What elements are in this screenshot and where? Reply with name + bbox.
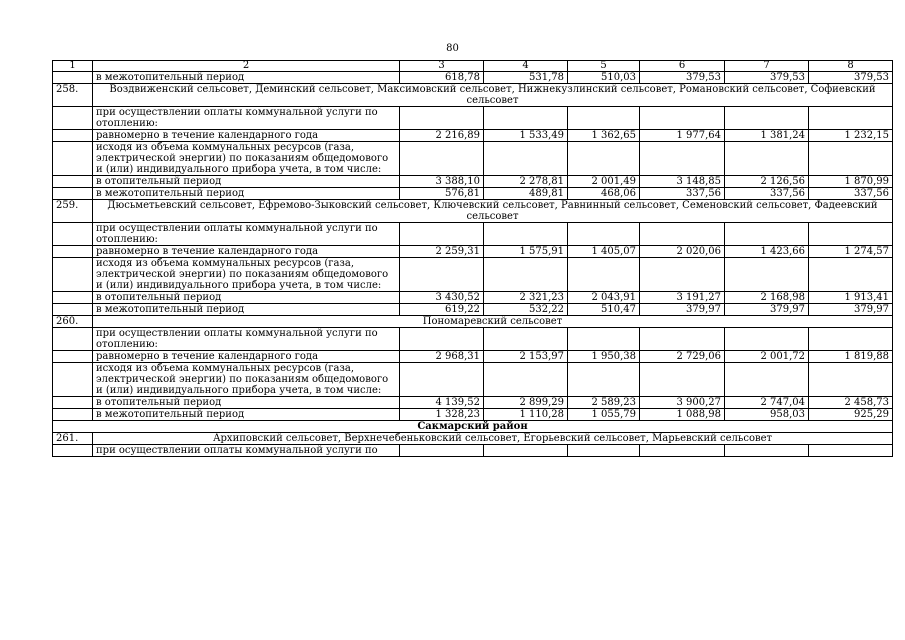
value-cell: 2 168,98 [725, 292, 809, 304]
value-cell: 1 274,57 [809, 246, 893, 258]
value-cell: 3 430,52 [400, 292, 484, 304]
value-cell: 1 977,64 [640, 130, 725, 142]
value-cell: 2 458,73 [809, 397, 893, 409]
group-row [53, 84, 893, 107]
value-cell [400, 107, 484, 130]
row-index-cell [53, 72, 93, 84]
column-number-cell: 4 [484, 61, 568, 72]
row-index-cell [53, 363, 93, 397]
row-label-cell: в межотопительный период [93, 409, 400, 421]
table-row [53, 72, 893, 84]
column-number-cell: 5 [568, 61, 640, 72]
group-index-cell: 260. [53, 316, 93, 328]
value-cell: 3 900,27 [640, 397, 725, 409]
column-number-cell: 6 [640, 61, 725, 72]
value-cell [640, 142, 725, 176]
table-row [53, 409, 893, 421]
column-number-cell: 2 [93, 61, 400, 72]
value-cell: 2 001,72 [725, 351, 809, 363]
row-index-cell [53, 328, 93, 351]
value-cell: 337,56 [640, 188, 725, 200]
table-row [53, 292, 893, 304]
row-index-cell [53, 445, 93, 457]
value-cell [484, 363, 568, 397]
value-cell: 379,53 [725, 72, 809, 84]
value-cell [568, 445, 640, 457]
value-cell [725, 223, 809, 246]
group-index-cell: 261. [53, 433, 93, 445]
value-cell [568, 258, 640, 292]
row-index-cell [53, 351, 93, 363]
group-title-cell: Архиповский сельсовет, Верхнечебеньковский сельсовет, Егорьевский сельсовет, Марьевский сельсовет [93, 433, 893, 445]
value-cell [400, 223, 484, 246]
column-number-row [53, 61, 893, 72]
value-cell: 1 381,24 [725, 130, 809, 142]
row-label-cell: равномерно в течение календарного года [93, 246, 400, 258]
value-cell [484, 328, 568, 351]
column-number-cell: 8 [809, 61, 893, 72]
value-cell [484, 107, 568, 130]
value-cell: 2 899,29 [484, 397, 568, 409]
group-row [53, 316, 893, 328]
value-cell [568, 223, 640, 246]
value-cell [484, 142, 568, 176]
row-label-cell: в отопительный период [93, 397, 400, 409]
row-index-cell [53, 397, 93, 409]
row-label-cell: в отопительный период [93, 176, 400, 188]
table-row [53, 176, 893, 188]
value-cell [725, 258, 809, 292]
value-cell [809, 363, 893, 397]
value-cell [400, 142, 484, 176]
value-cell: 1 870,99 [809, 176, 893, 188]
value-cell: 379,97 [809, 304, 893, 316]
row-label-cell: исходя из объема коммунальных ресурсов (газа, электрической энергии) по показаниям общедомового и (или) индивидуального прибора учета, в том числе: [93, 142, 400, 176]
table-row [53, 223, 893, 246]
value-cell [400, 363, 484, 397]
row-index-cell [53, 188, 93, 200]
value-cell [640, 258, 725, 292]
value-cell [640, 223, 725, 246]
value-cell [725, 445, 809, 457]
group-row [53, 433, 893, 445]
group-title-cell: Дюсьметьевский сельсовет, Ефремово-Зыковский сельсовет, Ключевский сельсовет, Равнинный сельсовет, Семеновский сельсовет, Фадеевский сельсовет [93, 200, 893, 223]
value-cell: 619,22 [400, 304, 484, 316]
group-index-cell: 258. [53, 84, 93, 107]
value-cell: 1 088,98 [640, 409, 725, 421]
row-label-cell: равномерно в течение календарного года [93, 130, 400, 142]
column-number-cell: 7 [725, 61, 809, 72]
value-cell [809, 445, 893, 457]
group-row [53, 200, 893, 223]
value-cell [725, 363, 809, 397]
table-row [53, 246, 893, 258]
value-cell [809, 107, 893, 130]
row-label-cell: равномерно в течение календарного года [93, 351, 400, 363]
row-label-cell: при осуществлении оплаты коммунальной услуги по [93, 445, 400, 457]
value-cell: 1 533,49 [484, 130, 568, 142]
value-cell: 337,56 [725, 188, 809, 200]
table-row [53, 130, 893, 142]
value-cell: 1 055,79 [568, 409, 640, 421]
value-cell: 958,03 [725, 409, 809, 421]
value-cell: 468,06 [568, 188, 640, 200]
value-cell [400, 445, 484, 457]
tariff-table [52, 60, 893, 457]
value-cell [809, 258, 893, 292]
value-cell: 2 001,49 [568, 176, 640, 188]
value-cell: 1 950,38 [568, 351, 640, 363]
value-cell: 2 747,04 [725, 397, 809, 409]
table-row [53, 363, 893, 397]
value-cell: 925,29 [809, 409, 893, 421]
value-cell [640, 363, 725, 397]
value-cell [568, 107, 640, 130]
value-cell [484, 258, 568, 292]
value-cell: 2 321,23 [484, 292, 568, 304]
value-cell: 3 191,27 [640, 292, 725, 304]
value-cell: 1 362,65 [568, 130, 640, 142]
value-cell: 2 259,31 [400, 246, 484, 258]
table-row [53, 445, 893, 457]
value-cell: 532,22 [484, 304, 568, 316]
row-index-cell [53, 142, 93, 176]
value-cell [640, 107, 725, 130]
value-cell: 576,81 [400, 188, 484, 200]
value-cell [400, 328, 484, 351]
region-row [53, 421, 893, 433]
column-number-cell: 1 [53, 61, 93, 72]
value-cell: 2 729,06 [640, 351, 725, 363]
value-cell [568, 142, 640, 176]
value-cell [640, 328, 725, 351]
group-title-cell: Воздвиженский сельсовет, Деминский сельсовет, Максимовский сельсовет, Нижнекузлинский сельсовет, Романовский сельсовет, Софиевский сельсовет [93, 84, 893, 107]
table-row [53, 107, 893, 130]
value-cell: 3 148,85 [640, 176, 725, 188]
region-title-cell: Сакмарский район [53, 421, 893, 433]
value-cell: 2 020,06 [640, 246, 725, 258]
value-cell [568, 363, 640, 397]
value-cell: 3 388,10 [400, 176, 484, 188]
row-index-cell [53, 258, 93, 292]
group-title-cell: Пономаревский сельсовет [93, 316, 893, 328]
value-cell [568, 328, 640, 351]
value-cell: 2 153,97 [484, 351, 568, 363]
value-cell: 1 575,91 [484, 246, 568, 258]
value-cell [725, 328, 809, 351]
value-cell [809, 328, 893, 351]
row-label-cell: в межотопительный период [93, 304, 400, 316]
value-cell: 1 913,41 [809, 292, 893, 304]
value-cell: 1 423,66 [725, 246, 809, 258]
value-cell: 337,56 [809, 188, 893, 200]
value-cell: 510,03 [568, 72, 640, 84]
column-number-cell: 3 [400, 61, 484, 72]
value-cell [809, 142, 893, 176]
row-label-cell: в межотопительный период [93, 72, 400, 84]
value-cell: 379,53 [640, 72, 725, 84]
row-index-cell [53, 107, 93, 130]
value-cell: 2 589,23 [568, 397, 640, 409]
page-number: 80 [446, 43, 459, 54]
row-label-cell: в отопительный период [93, 292, 400, 304]
value-cell: 489,81 [484, 188, 568, 200]
row-index-cell [53, 130, 93, 142]
value-cell: 2 278,81 [484, 176, 568, 188]
value-cell: 379,97 [725, 304, 809, 316]
table-row [53, 351, 893, 363]
value-cell: 1 405,07 [568, 246, 640, 258]
row-label-cell: исходя из объема коммунальных ресурсов (газа, электрической энергии) по показаниям общедомового и (или) индивидуального прибора учета, в том числе: [93, 363, 400, 397]
table-row [53, 188, 893, 200]
row-label-cell: при осуществлении оплаты коммунальной услуги по отоплению: [93, 223, 400, 246]
value-cell: 2 216,89 [400, 130, 484, 142]
row-index-cell [53, 246, 93, 258]
value-cell: 1 110,28 [484, 409, 568, 421]
row-label-cell: в межотопительный период [93, 188, 400, 200]
value-cell: 1 819,88 [809, 351, 893, 363]
value-cell: 510,47 [568, 304, 640, 316]
table-row [53, 304, 893, 316]
row-index-cell [53, 223, 93, 246]
table-row [53, 397, 893, 409]
table-row [53, 142, 893, 176]
row-label-cell: исходя из объема коммунальных ресурсов (газа, электрической энергии) по показаниям общедомового и (или) индивидуального прибора учета, в том числе: [93, 258, 400, 292]
value-cell: 379,53 [809, 72, 893, 84]
group-index-cell: 259. [53, 200, 93, 223]
table-row [53, 258, 893, 292]
row-label-cell: при осуществлении оплаты коммунальной услуги по отоплению: [93, 328, 400, 351]
table-row [53, 328, 893, 351]
value-cell: 531,78 [484, 72, 568, 84]
row-label-cell: при осуществлении оплаты коммунальной услуги по отоплению: [93, 107, 400, 130]
value-cell [400, 258, 484, 292]
value-cell: 1 328,23 [400, 409, 484, 421]
row-index-cell [53, 176, 93, 188]
value-cell: 379,97 [640, 304, 725, 316]
value-cell: 618,78 [400, 72, 484, 84]
value-cell [484, 223, 568, 246]
row-index-cell [53, 304, 93, 316]
value-cell: 1 232,15 [809, 130, 893, 142]
value-cell [809, 223, 893, 246]
value-cell: 2 126,56 [725, 176, 809, 188]
value-cell: 4 139,52 [400, 397, 484, 409]
value-cell [725, 142, 809, 176]
row-index-cell [53, 409, 93, 421]
row-index-cell [53, 292, 93, 304]
value-cell [640, 445, 725, 457]
value-cell [484, 445, 568, 457]
value-cell: 2 043,91 [568, 292, 640, 304]
value-cell [725, 107, 809, 130]
value-cell: 2 968,31 [400, 351, 484, 363]
